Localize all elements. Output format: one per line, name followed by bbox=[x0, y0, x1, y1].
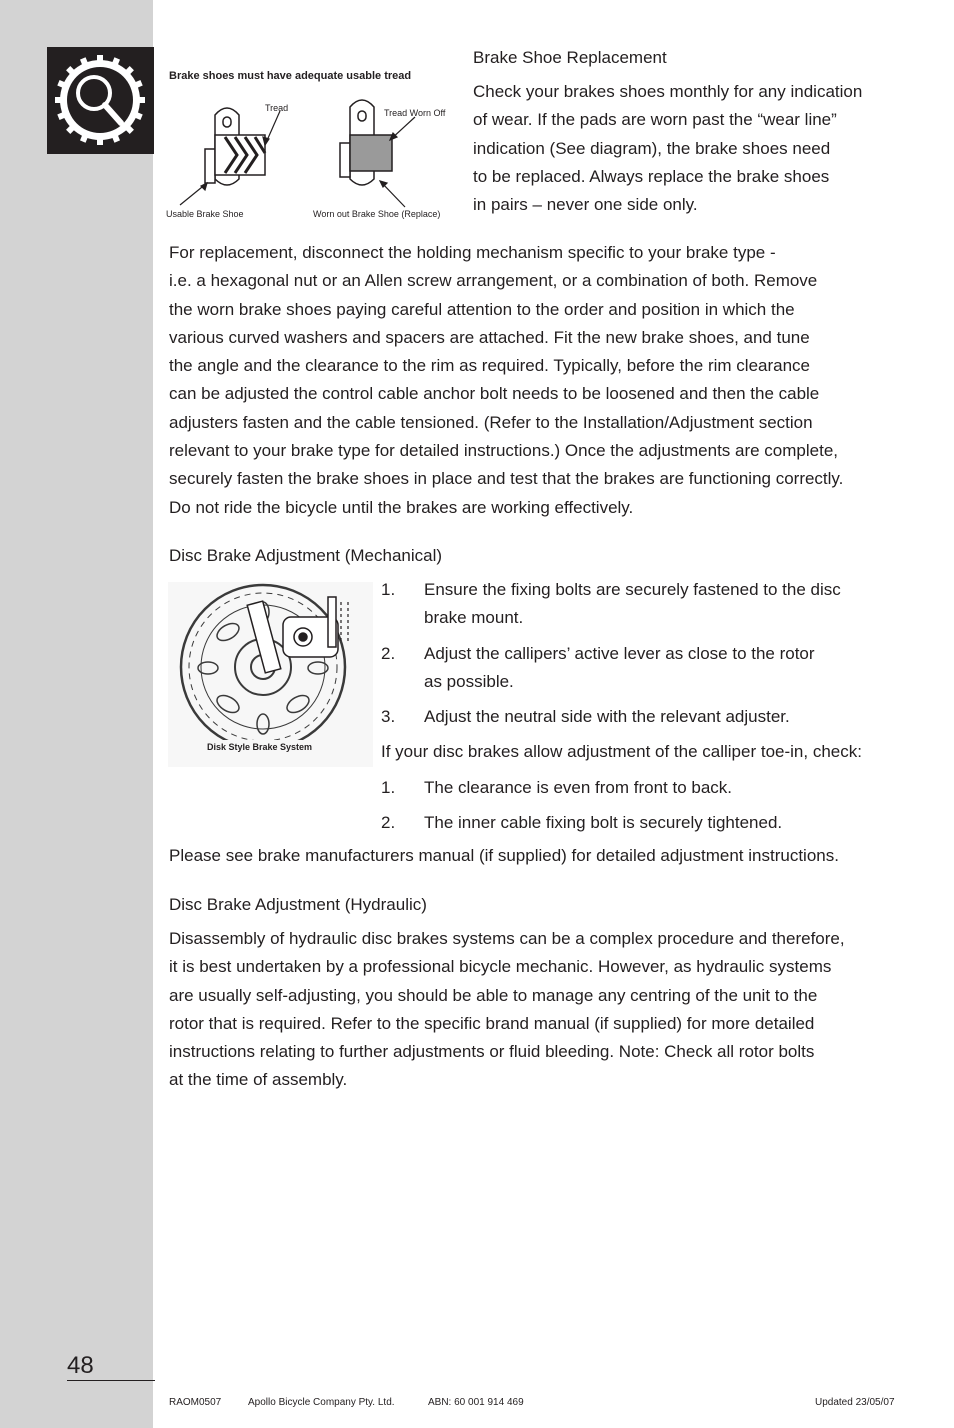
body-line: instructions relating to further adjustments or fluid bleeding. Note: Check all rotor bolts bbox=[169, 1042, 815, 1062]
body-line: adjusters fasten and the cable tensioned. (Refer to the Installation/Adjustment section bbox=[169, 412, 813, 432]
body-line: For replacement, disconnect the holding mechanism specific to your brake type - bbox=[169, 243, 776, 262]
label-tread-worn-off: Tread Worn Off bbox=[384, 108, 446, 118]
check-number: 1. bbox=[381, 777, 396, 797]
disc-mech-steps bbox=[381, 576, 921, 837]
intro-line: indication (See diagram), the brake shoes need bbox=[473, 138, 831, 158]
step-number: 1. bbox=[381, 580, 396, 599]
body-line: it is best undertaken by a professional bicycle mechanic. However, as hydraulic systems bbox=[169, 957, 832, 977]
heading-disc-mechanical: Disc Brake Adjustment (Mechanical) bbox=[169, 546, 443, 565]
step-number: 3. bbox=[381, 707, 396, 727]
disc-brake-image bbox=[168, 582, 373, 767]
body-line: securely fasten the brake shoes in place and test that the brakes are functioning correctly. bbox=[169, 469, 844, 489]
footer-updated: Updated 23/05/07 bbox=[815, 1397, 895, 1408]
heading-disc-hydraulic: Disc Brake Adjustment (Hydraulic) bbox=[169, 895, 427, 914]
label-usable-brake-shoe: Usable Brake Shoe bbox=[166, 209, 244, 219]
brake-shoe-body bbox=[169, 239, 929, 522]
body-line: i.e. a hexagonal nut or an Allen screw arrangement, or a combination of both. Remove bbox=[169, 271, 818, 291]
toe-in-intro: If your disc brakes allow adjustment of the calliper toe-in, check: bbox=[381, 742, 862, 762]
check-item bbox=[381, 809, 921, 837]
check-item bbox=[381, 774, 921, 802]
intro-line: of wear. If the pads are worn past the “wear line” bbox=[473, 110, 837, 130]
step-line: as possible. bbox=[424, 671, 514, 691]
body-line: various curved washers and spacers are attached. Fit the new brake shoes, and tune bbox=[169, 327, 810, 347]
step-line: Adjust the callipers’ active lever as close to the rotor bbox=[424, 643, 815, 663]
body-line: are usually self-adjusting, you should be able to manage any centring of the unit to the bbox=[169, 985, 818, 1005]
step-line: Ensure the fixing bolts are securely fastened to the disc bbox=[424, 580, 841, 599]
intro-line: Check your brakes shoes monthly for any indication bbox=[473, 82, 863, 101]
sidebar bbox=[0, 0, 153, 1428]
brake-shoe-intro bbox=[473, 78, 913, 219]
step-item bbox=[381, 703, 921, 731]
disc-brake-image-caption: Disk Style Brake System bbox=[207, 742, 313, 752]
body-line: rotor that is required. Refer to the specific brand manual (if supplied) for more detailed bbox=[169, 1013, 815, 1033]
body-line: Do not ride the bicycle until the brakes are working effectively. bbox=[169, 497, 634, 517]
footer-code: RAOM0507 bbox=[169, 1397, 222, 1408]
body-line: the angle and the clearance to the rim as required. Typically, before the rim clearance bbox=[169, 356, 811, 376]
body-line: the worn brake shoes paying careful attention to the order and position in which the bbox=[169, 299, 795, 319]
step-item bbox=[381, 576, 921, 633]
intro-line: to be replaced. Always replace the brake shoes bbox=[473, 166, 830, 186]
body-line: can be adjusted the control cable anchor bolt needs to be loosened and then the cable bbox=[169, 384, 820, 404]
page-number: 48 bbox=[67, 1352, 94, 1379]
magnifier-gear-icon bbox=[47, 47, 154, 154]
footer-abn: ABN: 60 001 914 469 bbox=[428, 1397, 524, 1408]
disc-hydraulic-body bbox=[169, 925, 929, 1095]
check-number: 2. bbox=[381, 813, 396, 833]
see-manual-note: Please see brake manufacturers manual (if supplied) for detailed adjustment instructions. bbox=[169, 846, 839, 865]
body-line: Disassembly of hydraulic disc brakes systems can be a complex procedure and therefore, bbox=[169, 929, 845, 948]
footer-company: Apollo Bicycle Company Pty. Ltd. bbox=[248, 1397, 395, 1408]
step-line: brake mount. bbox=[424, 608, 524, 628]
step-number: 2. bbox=[381, 643, 396, 663]
step-line: Adjust the neutral side with the relevant adjuster. bbox=[424, 707, 790, 727]
label-worn-out-shoe: Worn out Brake Shoe (Replace) bbox=[313, 209, 441, 219]
heading-brake-shoe-replacement: Brake Shoe Replacement bbox=[473, 48, 667, 67]
body-line: at the time of assembly. bbox=[169, 1070, 348, 1090]
step-item bbox=[381, 640, 921, 697]
diagram-caption: Brake shoes must have adequate usable tread bbox=[169, 70, 412, 82]
intro-line: in pairs – never one side only. bbox=[473, 195, 698, 215]
body-line: relevant to your brake type for detailed instructions.) Once the adjustments are complete, bbox=[169, 441, 839, 461]
check-text: The inner cable fixing bolt is securely tightened. bbox=[424, 813, 783, 833]
label-tread: Tread bbox=[265, 103, 289, 113]
page-number-rule bbox=[67, 1380, 155, 1381]
check-text: The clearance is even from front to back. bbox=[424, 777, 733, 797]
